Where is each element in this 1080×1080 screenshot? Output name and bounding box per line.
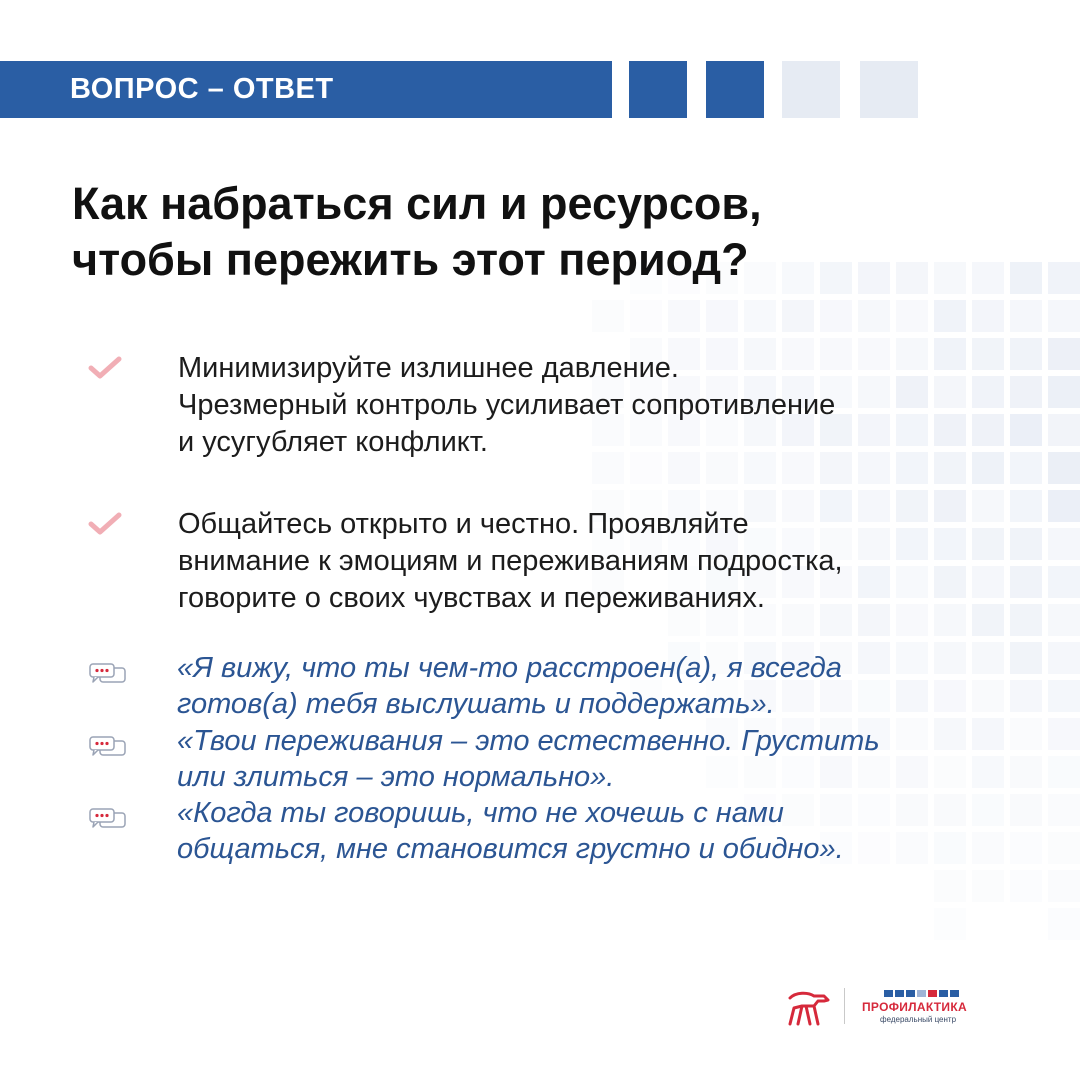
quote-line: «Твои переживания – это естественно. Грустить xyxy=(177,725,880,757)
quote-line: или злиться – это нормально». xyxy=(177,761,615,793)
quote-line: «Я вижу, что ты чем-то расстроен(а), я всегда xyxy=(177,652,842,684)
mosaic-square xyxy=(630,300,662,332)
horse-emblem-icon xyxy=(784,988,832,1028)
mosaic-square xyxy=(1048,870,1080,902)
advice-item xyxy=(178,506,1058,617)
logo-squares-icon xyxy=(884,990,964,998)
logo-subtitle: федеральный центр xyxy=(880,1015,957,1024)
mosaic-square xyxy=(896,300,928,332)
advice-line: и усугубляет конфликт. xyxy=(178,426,488,458)
title-line: чтобы пережить этот период? xyxy=(72,234,749,285)
mosaic-square xyxy=(972,870,1004,902)
header-square xyxy=(860,61,918,118)
mosaic-square xyxy=(820,300,852,332)
advice-line: внимание к эмоциям и переживаниям подростка, xyxy=(178,545,843,577)
logo-title: ПРОФИЛАКТИКА xyxy=(862,1000,967,1014)
check-icon xyxy=(88,355,122,381)
advice-line: Минимизируйте излишнее давление. xyxy=(178,352,679,384)
header-label: ВОПРОС – ОТВЕТ xyxy=(70,73,334,105)
quote-line: «Когда ты говоришь, что не хочешь с нами xyxy=(177,797,784,829)
mosaic-square xyxy=(1010,300,1042,332)
mosaic-square xyxy=(744,300,776,332)
header-square xyxy=(629,61,687,118)
mosaic-square xyxy=(934,300,966,332)
page-title xyxy=(72,176,972,288)
mosaic-square xyxy=(668,300,700,332)
mosaic-square xyxy=(972,300,1004,332)
mosaic-square xyxy=(1048,908,1080,940)
header-square xyxy=(782,61,840,118)
chat-bubbles-icon xyxy=(88,662,128,686)
logo xyxy=(780,986,990,1030)
quote-line: готов(а) тебя выслушать и поддержать». xyxy=(177,688,775,720)
quote-line: общаться, мне становится грустно и обидно». xyxy=(177,833,844,865)
mosaic-square xyxy=(1010,870,1042,902)
mosaic-square xyxy=(1048,262,1080,294)
check-icon xyxy=(88,511,122,537)
title-line: Как набраться сил и ресурсов, xyxy=(72,178,762,229)
mosaic-square xyxy=(934,908,966,940)
mosaic-square xyxy=(972,262,1004,294)
mosaic-square xyxy=(858,300,890,332)
advice-item xyxy=(178,350,1058,461)
mosaic-square xyxy=(1010,262,1042,294)
mosaic-square xyxy=(1048,300,1080,332)
header-square xyxy=(706,61,764,118)
chat-bubbles-icon xyxy=(88,807,128,831)
advice-line: Общайтесь открыто и честно. Проявляйте xyxy=(178,508,749,540)
quote-text xyxy=(177,650,1057,722)
quote-text xyxy=(177,723,1057,795)
mosaic-square xyxy=(592,300,624,332)
header-banner xyxy=(0,61,612,118)
logo-divider xyxy=(844,988,845,1024)
chat-bubbles-icon xyxy=(88,735,128,759)
advice-line: говорите о своих чувствах и переживаниях. xyxy=(178,582,765,614)
mosaic-square xyxy=(782,300,814,332)
quote-text xyxy=(177,795,1057,867)
mosaic-square xyxy=(934,870,966,902)
mosaic-square xyxy=(706,300,738,332)
advice-line: Чрезмерный контроль усиливает сопротивление xyxy=(178,389,836,421)
